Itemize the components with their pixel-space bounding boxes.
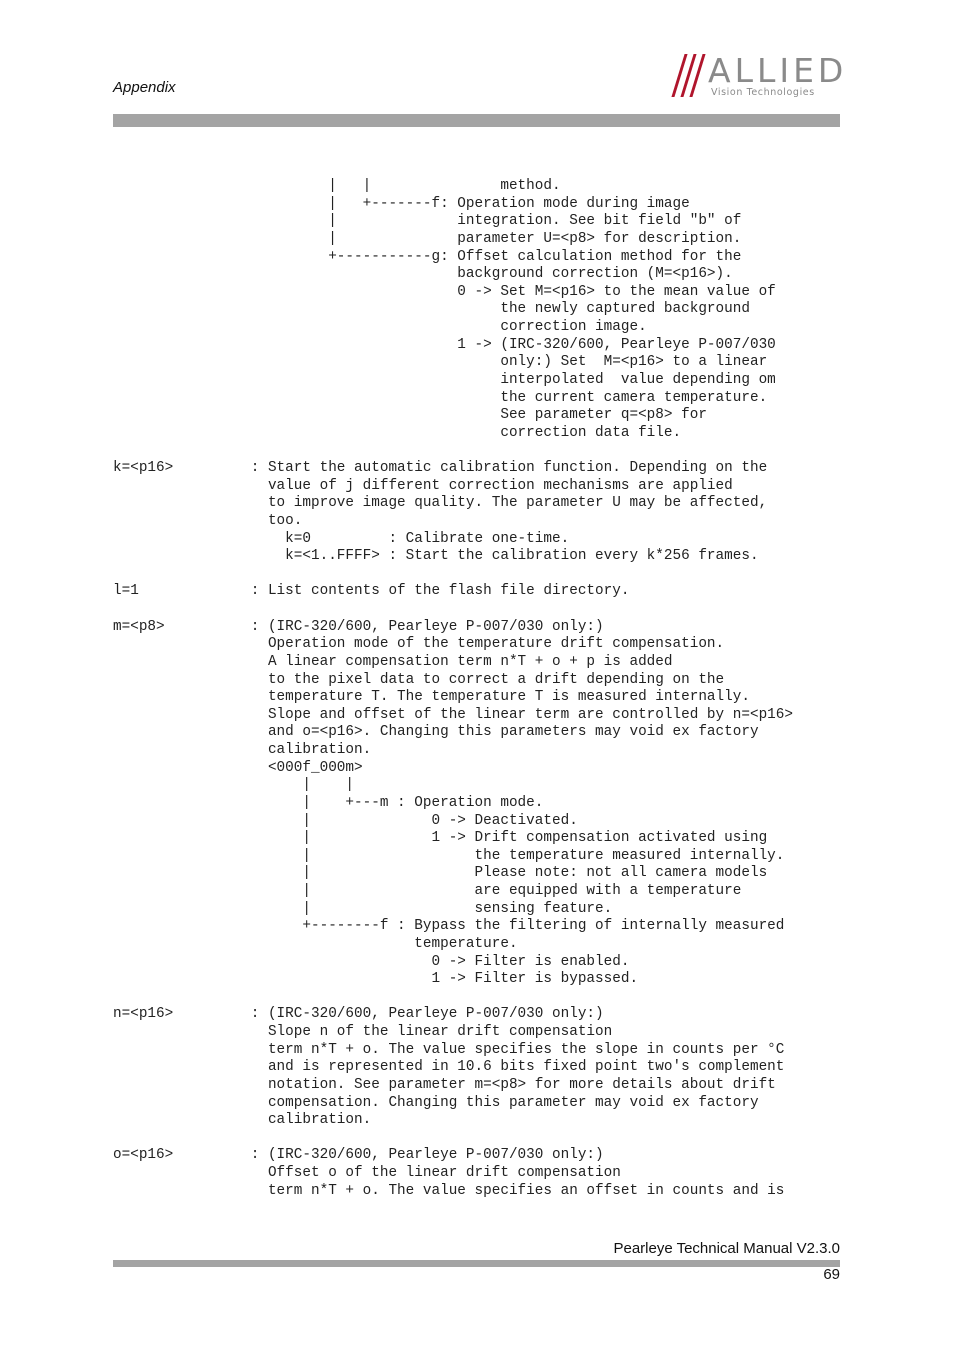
code-line: | integration. See bit field "b" of [113,213,742,230]
code-line: temperature T. The temperature T is measured internally. [113,689,750,706]
code-line: interpolated value depending om [113,371,776,388]
code-line: correction data file. [113,424,682,441]
code-line: | parameter U=<p8> for description. [113,230,742,247]
code-line: k=0 : Calibrate one-time. [113,530,570,547]
code-line: Slope and offset of the linear term are controlled by n=<p16> [113,706,794,723]
code-line: n=<p16> : (IRC-320/600, Pearleye P-007/030 only:) [113,1006,604,1023]
code-listing [113,178,793,1200]
code-line: calibration. [113,742,372,758]
code-line: value of j different correction mechanisms are applied [113,477,733,494]
code-line: <000f_000m> [113,759,363,776]
code-line: to improve image quality. The parameter U may be affected, [113,495,768,512]
code-line: +--------f : Bypass the filtering of internally measured [113,918,785,935]
manual-title: Pearleye Technical Manual V2.3.0 [613,1240,840,1257]
code-line: | | method. [113,178,561,194]
code-line: | Please note: not all camera models [113,865,768,882]
logo-wordmark: ALLIED [708,51,848,90]
code-line: the newly captured background [113,301,750,318]
code-line: | +---m : Operation mode. [113,794,544,811]
page-number: 69 [823,1266,840,1283]
code-line: 1 -> (IRC-320/600, Pearleye P-007/030 [113,336,776,353]
code-line: Offset o of the linear drift compensation [113,1165,621,1181]
code-line: +-----------g: Offset calculation method for the [113,248,742,265]
code-line: too. [113,512,303,529]
code-line: m=<p8> : (IRC-320/600, Pearleye P-007/030 only:) [113,618,604,635]
code-line: | sensing feature. [113,900,613,917]
code-line: correction image. [113,319,647,335]
code-line: l=1 : List contents of the flash file directory. [113,583,630,600]
code-line: k=<1..FFFF> : Start the calibration every k*256 frames. [113,548,759,565]
code-line: term n*T + o. The value specifies the slope in counts per °C [113,1041,785,1058]
code-line: only:) Set M=<p16> to a linear [113,354,768,371]
code-line: calibration. [113,1112,372,1129]
code-line: See parameter q=<p8> for [113,407,707,424]
code-line: k=<p16> : Start the automatic calibration function. Depending on the [113,460,768,476]
code-line: | +-------f: Operation mode during image [113,195,690,212]
code-line: 0 -> Set M=<p16> to the mean value of [113,283,776,300]
code-line: o=<p16> : (IRC-320/600, Pearleye P-007/030 only:) [113,1147,604,1164]
code-line: to the pixel data to correct a drift depending on the [113,671,725,688]
code-line: 1 -> Filter is bypassed. [113,971,639,988]
footer-rule [113,1260,840,1267]
code-line: notation. See parameter m=<p8> for more details about drift [113,1076,776,1093]
code-line: Slope n of the linear drift compensation [113,1024,613,1040]
code-line: and is represented in 10.6 bits fixed point two's complement [113,1059,785,1076]
code-line: | are equipped with a temperature [113,883,742,899]
code-line: the current camera temperature. [113,389,768,406]
allied-logo [668,51,848,102]
code-line: 0 -> Filter is enabled. [113,953,630,970]
code-line: term n*T + o. The value specifies an offset in counts and is [113,1182,785,1199]
logo-tagline: Vision Technologies [711,87,815,98]
code-line: | the temperature measured internally. [113,847,785,864]
code-line: | | [113,777,355,794]
code-line: | 0 -> Deactivated. [113,812,578,829]
code-line: compensation. Changing this parameter may void ex factory [113,1094,759,1111]
header-rule [113,114,840,127]
code-line: Operation mode of the temperature drift compensation. [113,636,725,653]
code-line: | 1 -> Drift compensation activated using [113,830,768,847]
code-line: temperature. [113,935,518,952]
code-line: A linear compensation term n*T + o + p is added [113,653,673,670]
code-line: and o=<p16>. Changing this parameters may void ex factory [113,724,759,741]
section-label: Appendix [113,79,176,96]
code-line: background correction (M=<p16>). [113,266,733,283]
